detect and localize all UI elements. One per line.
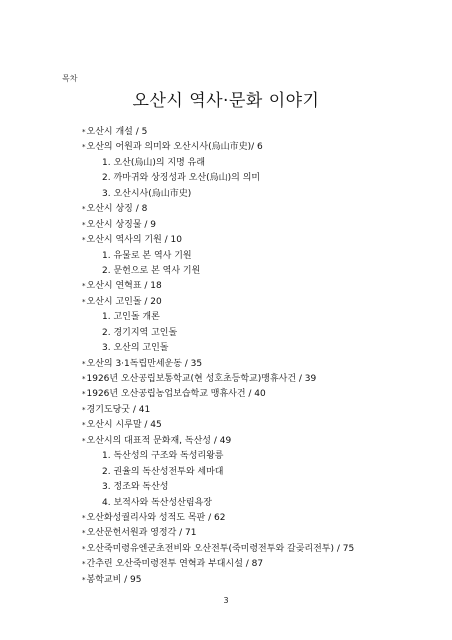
toc-entry-text: 2. 경기지역 고인돌 — [102, 327, 178, 338]
toc-entry-text: 3. 정조와 독산성 — [102, 482, 169, 493]
toc-entry-text: 오산시의 대표적 문화재, 독산성 / 49 — [86, 435, 232, 446]
toc-entry-text: 간추린 오산죽미령전투 연혁과 부대시설 / 87 — [86, 559, 264, 570]
toc-entry-text: 1. 유물로 본 역사 기원 — [102, 250, 192, 261]
toc-entry — [0, 233, 452, 248]
toc-entry-text: 2. 문헌으로 본 역사 기원 — [102, 265, 201, 276]
toc-subentry — [0, 310, 452, 325]
toc-subentry — [0, 187, 452, 202]
toc-entry — [0, 418, 452, 433]
toc-subentry — [0, 171, 452, 186]
bullet-star-icon: * — [82, 390, 86, 399]
toc-subentry — [0, 156, 452, 171]
toc-entry — [0, 511, 452, 526]
toc-entry-text: 오산시 고인돌 / 20 — [86, 296, 162, 307]
bullet-star-icon: * — [82, 544, 86, 553]
bullet-star-icon: * — [82, 575, 86, 584]
toc-subentry — [0, 341, 452, 356]
toc-entry — [0, 279, 452, 294]
page-title: 오산시 역사·문화 이야기 — [132, 91, 320, 111]
toc-entry — [0, 403, 452, 418]
bullet-star-icon: * — [82, 236, 86, 245]
bullet-star-icon: * — [82, 436, 86, 445]
toc-entry — [0, 140, 452, 155]
toc-entry-text: 1. 오산(烏山)의 지명 유래 — [102, 157, 206, 168]
toc-entry-text: 봉학교비 / 95 — [86, 574, 142, 585]
toc-entry-text: 1. 독산성의 구조와 독성리왕릉 — [102, 451, 224, 462]
bullet-star-icon: * — [82, 421, 86, 430]
toc-entry-text: 2. 까마귀와 상징성과 오산(烏山)의 의미 — [102, 173, 261, 184]
toc-entry-text: 오산시 연혁표 / 18 — [86, 281, 162, 292]
bullet-star-icon: * — [82, 359, 86, 368]
toc-entry-text: 경기도당굿 / 41 — [86, 404, 151, 415]
toc-entry — [0, 125, 452, 140]
bullet-star-icon: * — [82, 375, 86, 383]
bullet-star-icon: * — [82, 405, 86, 414]
toc-entry-text: 1. 고인돌 개론 — [102, 312, 160, 323]
toc-entry-text: 오산문헌서원과 영정각 / 71 — [86, 528, 197, 539]
toc-entry-text: 오산의 어원과 의미와 오산시사(烏山市史)/ 6 — [86, 142, 263, 153]
bullet-star-icon: * — [82, 128, 86, 136]
toc-entry — [0, 573, 452, 588]
bullet-star-icon: * — [82, 529, 86, 538]
toc-entry — [0, 434, 452, 449]
toc-subentry — [0, 326, 452, 341]
toc-entry-text: 오산시 역사의 기원 / 10 — [86, 235, 182, 246]
toc-entry-text: 오산화성궐리사와 성적도 목판 / 62 — [86, 512, 226, 523]
toc-subentry — [0, 496, 452, 511]
toc-entry — [0, 357, 452, 372]
table-of-contents — [0, 125, 452, 588]
toc-entry-text: 오산시 개설 / 5 — [86, 127, 148, 137]
toc-entry-text: 오산시 상징물 / 9 — [86, 219, 157, 230]
toc-subentry — [0, 264, 452, 279]
toc-subentry — [0, 480, 452, 495]
toc-entry-text: 오산죽미령유엔군초전비와 오산전투(죽미령전투와 갈곶리전투) / 75 — [86, 543, 355, 554]
toc-entry — [0, 557, 452, 572]
toc-entry — [0, 526, 452, 541]
bullet-star-icon: * — [82, 220, 86, 229]
toc-entry-text: 3. 오산시사(烏山市史) — [102, 188, 192, 199]
toc-entry — [0, 387, 452, 402]
toc-entry-text: 오산시 상징 / 8 — [86, 204, 148, 215]
toc-subentry — [0, 465, 452, 480]
toc-entry — [0, 202, 452, 217]
bullet-star-icon: * — [82, 560, 86, 569]
bullet-star-icon: * — [82, 282, 86, 291]
toc-entry — [0, 218, 452, 233]
toc-entry-text: 1926년 오산공립보통학교(현 성호초등학교)맹휴사건 / 39 — [86, 374, 317, 384]
toc-entry-text: 오산의 3·1독립만세운동 / 35 — [86, 358, 203, 369]
header-label: 목차 — [62, 74, 78, 83]
bullet-star-icon: * — [82, 205, 86, 214]
bullet-star-icon: * — [82, 297, 86, 306]
bullet-star-icon: * — [82, 513, 86, 522]
toc-entry — [0, 295, 452, 310]
toc-subentry — [0, 249, 452, 264]
bullet-star-icon: * — [82, 143, 86, 152]
page-number: 3 — [223, 596, 229, 605]
toc-entry — [0, 372, 452, 387]
toc-entry-text: 3. 오산의 고인돌 — [102, 343, 169, 354]
toc-entry-text: 오산시 시루말 / 45 — [86, 420, 162, 431]
toc-entry — [0, 542, 452, 557]
toc-subentry — [0, 449, 452, 464]
toc-entry-text: 4. 보적사와 독산성산림욕장 — [102, 497, 212, 508]
toc-entry-text: 2. 권율의 독산성전투와 세마대 — [102, 466, 224, 477]
toc-entry-text: 1926년 오산공립농업보습학교 맹휴사건 / 40 — [86, 389, 266, 400]
